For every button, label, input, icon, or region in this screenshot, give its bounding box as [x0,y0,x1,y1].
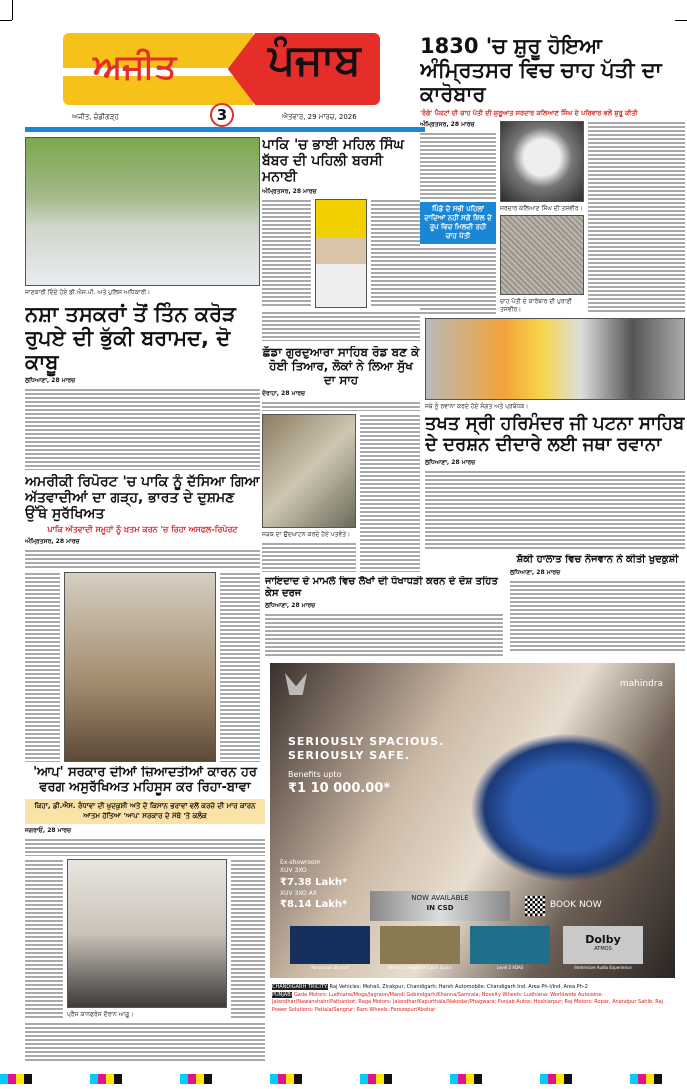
ad-benefits-label: Benefits upto [288,770,342,779]
dateline: ਅੰਮ੍ਰਿਤਸਰ, 28 ਮਾਰਚ [420,121,475,129]
ad-variant: XUV 3XO AX [280,889,317,897]
car-image [470,733,665,883]
dateline: ਲੁਧਿਆਣਾ, 28 ਮਾਰਚ [265,602,316,609]
registration-colorbar [0,1074,687,1084]
dateline: ਲੁਧਿਆਣਾ, 28 ਮਾਰਚ [25,377,76,385]
article-body [265,613,503,656]
dateline: ਜਗਰਾਓਂ, 28 ਮਾਰਚ [25,827,72,835]
archive-photo [500,215,584,295]
story-aap [25,766,265,1062]
ad-price-label: Ex-showroom [280,859,321,866]
story-us-report [25,474,260,762]
dolby-atmos: ATMOS [594,946,612,952]
feature-label: Level 2 ADAS [496,965,524,970]
subhead-us-report: ਪਾਕਿ ਅੱਤਵਾਦੀ ਸਮੂਹਾਂ ਨੂੰ ਖ਼ਤਮ ਕਰਨ 'ਚ ਰਿਹਾ ਅਸਫਲ-ਰਿਪੋਰਟ [47,525,238,535]
ad-csd: NOW AVAILABLE [411,894,469,902]
page-number: 3 [210,103,234,127]
article-body [25,572,60,762]
feature-image [290,926,370,964]
dolby-logo: Dolby [585,933,621,946]
crop-mark [675,20,687,21]
logo-text-left: ਅਜੀਤ [93,47,177,87]
portrait-photo [315,199,367,308]
photo-caption: ਚਾਹ ਪੱਤੀ ਦੇ ਕਾਰੋਬਾਰ ਦੀ ਪੁਰਾਣੀ ਤਸਵੀਰ। [500,298,572,314]
article-body [425,470,685,550]
photo-caption: ਸੜਕ ਦਾ ਉਦਘਾਟਨ ਕਰਦੇ ਹੋਏ ਪਤਵੰਤੇ। [262,531,351,539]
dateline: ਅੰਮ੍ਰਿਤਸਰ, 28 ਮਾਰਚ [262,188,317,196]
article-body [262,401,420,411]
feature-label: Immersive Audio Experience [574,965,632,970]
headline-drugs: ਨਸ਼ਾ ਤਸਕਰਾਂ ਤੋਂ ਤਿੰਨ ਕਰੋੜ ਰੁਪਏ ਦੀ ਭੁੱਕੀ ਬਰਾਮਦ, ਦੋ ਕਾਬੂ [25,302,236,375]
masthead-logo [63,33,380,105]
subhead-tea: 'ਰੰਗੇ' ਪੈਕਟਾਂ ਦੀ ਚਾਹ ਪੱਤੀ ਦੀ ਸ਼ੁਰੂਆਤ ਸਰਦਾਰ ਕਲਿਆਣ ਸਿੰਘ ਦੇ ਪਰਿਵਾਰ ਵਲੋਂ ਸ਼ੁਰੂ ਕੀਤੀ [420,109,638,118]
headline-us-report: ਅਮਰੀਕੀ ਰਿਪੋਰਟ 'ਚ ਪਾਕਿ ਨੂੰ ਦੱਸਿਆ ਗਿਆ ਅੱਤਵਾਦੀਆਂ ਦਾ ਗੜ੍ਹ, ਭਾਰਤ ਦੇ ਦੁਸ਼ਮਣ ਉੱਥੇ ਸੁਰੱਖਿਅਤ [25,474,260,523]
dateline: ਅੰਮ੍ਰਿਤਸਰ, 28 ਮਾਰਚ [25,538,80,546]
article-body [588,121,685,314]
road-photo [262,414,356,528]
logo-text-right: ਪੰਜਾਬ [268,35,361,84]
photo-caption: ਜਥੇ ਨੂੰ ਰਵਾਨਾ ਕਰਦੇ ਹੋਏ ਸੰਗਤ ਅਤੇ ਪ੍ਰਬੰਧਕ। [425,403,529,411]
weapons-photo [64,572,216,762]
crop-mark [12,0,13,20]
story-patna [425,318,685,550]
article-body [25,549,260,569]
article-body [360,414,420,572]
ad-price: ₹7.38 Lakh* [280,876,348,888]
article-body [262,311,420,341]
article-body [510,580,685,653]
feature-image [470,926,550,964]
feature-label: Panoramic Skyroof [311,965,349,970]
dateline: ਦੋਰਾਹਾ, 28 ਮਾਰਚ [262,390,306,398]
article-body [25,859,63,1019]
headline-bhai-mahal: ਪਾਕਿ 'ਚ ਭਾਈ ਮਹਿਲ ਸਿੰਘ ਬੱਬਰ ਦੀ ਪਹਿਲੀ ਬਰਸੀ ਮਨਾਈ [262,137,404,186]
dealer-region: CHANDIGARH TRICITY: [272,984,328,990]
ad-brand: mahindra [619,679,663,689]
feature-label: Widest in segment Cabin Space [388,965,452,970]
article-body [25,838,265,856]
crop-mark [0,20,12,21]
dealer-region: PUNJAB: [272,991,293,998]
headline-suicide: ਸ਼ੱਕੀ ਹਾਲਾਤ ਵਿਚ ਨੌਜਵਾਨ ਨੇ ਕੀਤੀ ਖੁਦਕੁਸ਼ੀ [516,554,679,565]
ad-benefits-value: ₹1 10 000.00* [288,781,391,796]
ad-variant: XUV 3XO [280,867,307,875]
ad-tagline-1: SERIOUSLY SPACIOUS. [288,735,445,748]
story-drugs [25,302,260,470]
headline-property: ਜਾਇਦਾਦ ਦੇ ਮਾਮਲੇ ਵਿਚ ਲੱਖਾਂ ਦੀ ਧੋਖਾਧੜੀ ਕਰਨ ਦੇ ਦੋਸ਼ ਤਹਿਤ ਕੇਸ ਦਰਜ [265,576,498,599]
dealer-list [272,984,675,1014]
dateline: ਲੁਧਿਆਣਾ, 28 ਮਾਰਚ [510,568,561,576]
edition-place: ਅਜੀਤ, ਚੰਡੀਗੜ੍ਹ [72,113,119,121]
headline-patna: ਤਖਤ ਸ੍ਰੀ ਹਰਿਮੰਦਰ ਜੀ ਪਟਨਾ ਸਾਹਿਬ ਦੇ ਦਰਸ਼ਨ ਦੀਦਾਰੇ ਲਈ ਜਥਾ ਰਵਾਨਾ [425,413,685,455]
portrait-photo [500,121,584,201]
story-property [265,576,503,656]
article-body [262,199,311,308]
photo-caption: ਜਾਣਕਾਰੀ ਦਿੰਦੇ ਹੋਏ ਡੀ.ਐਸ.ਪੀ. ਅਤੇ ਪੁਲਿਸ ਅਧਿਕਾਰੀ। [25,289,151,297]
ad-csd: IN CSD [426,903,454,912]
article-body [262,542,356,572]
story-tea [420,34,685,314]
dealer-text: Raj Vehicles: Mohali, Zirakpur, Chandigarh; Harsh Automobile: Chandigarh Ind. Area Ph-I/Ind. Area Ph-2 [329,984,588,990]
feature-image [380,926,460,964]
story-gurdwara [262,346,420,572]
headline-aap: 'ਆਪ' ਸਰਕਾਰ ਦੀਆਂ ਜ਼ਿਆਦਤੀਆਂ ਕਾਰਨ ਹਰ ਵਰਗ ਅਸੁਰੱਖਿਅਤ ਮਹਿਸੂਸ ਕਰ ਰਿਹਾ-ਬਾਵਾ [33,766,257,795]
subhead-aap: ਕਿਹਾ, ਡੀ.ਐਸ. ਰੰਧਾਵਾ ਦੀ ਖੁਦਕੁਸ਼ੀ ਅਤੇ ਦੋ ਕਿਸਾਨ ਭਰਾਵਾਂ ਵਲੋਂ ਕਰਜ਼ੇ ਦੀ ਮਾਰ ਕਾਰਨ ਆਤਮ ਹੱਤਿਆ 'ਆਪ' ਸਰਕਾਰ ਦੇ ਮੱਥੇ 'ਤੇ ਕਲੰਕ [25,799,265,825]
brand-logo-icon [285,673,307,695]
police-photo-block [25,137,260,297]
article-body [420,247,496,314]
press-photo [67,859,227,1008]
edition-date: ਐਤਵਾਰ, 29 ਮਾਰਚ, 2026 [282,113,357,121]
article-body [25,388,260,470]
article-body [231,859,265,1019]
ad-price: ₹8.14 Lakh* [280,899,348,911]
headline-tea: 1830 'ਚ ਸ਼ੁਰੂ ਹੋਇਆ ਅੰਮ੍ਰਿਤਸਰ ਵਿਚ ਚਾਹ ਪੱਤੀ ਦਾ ਕਾਰੋਬਾਰ [420,34,662,107]
section-rule [25,127,425,132]
article-body [371,199,420,308]
article-body [420,132,496,199]
ad-tagline-2: SERIOUSLY SAFE. [288,749,410,763]
article-body [25,1022,265,1062]
dealer-text: Gada Motors: Ludhiana/Moga/Jagraon/Mandi Gobindgarh/Khanna/Samrala; Novelty Wheels: Ludhiana; Worldwide Autozone: Jalandhar/Nawanshahr/Pathankot; Raga Motors: Jalandhar/Kapurthala/Nakodar/Phagwara; Punjab Autos: Hoshiarpur; Raj Motors: Ropar, Anandpur Sahib; Raj Power Solutions: Patiala/Sangrur; Ram Wheels: Ferozepur/Abohar [272,991,664,1013]
photo-caption: ਸਰਦਾਰ ਕਲਿਆਣ ਸਿੰਘ ਦੀ ਤਸਵੀਰ। [500,204,583,212]
pull-quote: ਪਿੰਡੇ ਦੇ ਸਭੀ ਪਹਿਲਾਂ ਦਾਦਿਆਂ ਨਹੀਂ ਸਗੋਂ ਸ਼ਿਲ ਦੇ ਰੂਪ ਵਿਚ ਮਿਲਦੀ ਰਹੀ ਚਾਹ ਪੱਤੀ [420,202,496,244]
mahindra-ad [270,663,675,978]
headline-gurdwara: ਛੱਡਾ ਗੁਰਦੁਆਰਾ ਸਾਹਿਬ ਰੋਡ ਬਣ ਕੇ ਹੋਈ ਤਿਆਰ, ਲੋਕਾਂ ਨੇ ਲਿਆ ਸੁੱਖ ਦਾ ਸਾਹ [262,346,420,387]
story-bhai-mahal [262,137,420,341]
jatha-photo [425,318,685,400]
police-photo [25,137,260,286]
qr-code-icon [525,896,545,916]
dateline: ਲੁਧਿਆਣਾ, 28 ਮਾਰਚ [425,458,476,466]
story-suicide [510,554,685,652]
ad-book-now: BOOK NOW [550,900,602,910]
article-body [220,572,260,762]
photo-caption: ਪ੍ਰੈਸ ਕਾਨਫਰੰਸ ਦੌਰਾਨ ਆਗੂ। [67,1011,134,1019]
